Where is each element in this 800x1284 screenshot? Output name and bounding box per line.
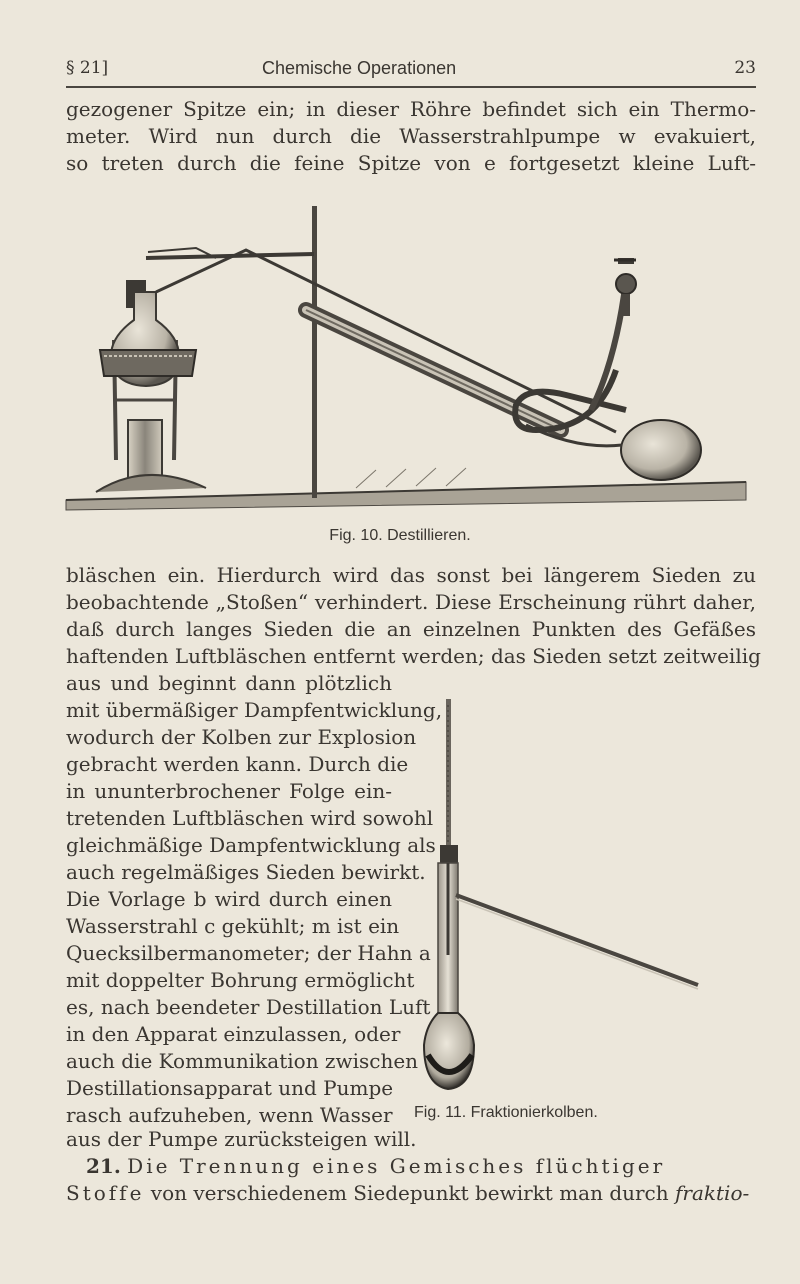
- section-heading-line: [66, 1153, 756, 1180]
- section-heading: Die Trennung eines Gemisches flüchtiger: [127, 1154, 666, 1178]
- text-line: gleichmäßige Dampfentwicklung als: [66, 833, 436, 857]
- paragraph-bottom: [66, 1126, 756, 1207]
- text-line: mit doppelter Bohrung ermöglicht: [66, 968, 415, 992]
- text-line: wodurch der Kolben zur Explosion: [66, 725, 417, 749]
- paragraph-mid: [66, 562, 761, 670]
- text-line: Wasserstrahl c gekühlt; m ist ein: [66, 914, 400, 938]
- figure-10-caption: Fig. 10. Destillieren.: [329, 527, 471, 544]
- text-line: gebracht werden kann. Durch die: [66, 752, 409, 776]
- figure-10-distillation-illustration: [56, 200, 756, 525]
- text-line: bläschen ein. Hierdurch wird das sonst bei längerem Sieden zu: [66, 563, 756, 587]
- text-line: in den Apparat einzulassen, oder: [66, 1022, 401, 1046]
- text-line: aus und beginnt dann plötzlich: [66, 671, 392, 695]
- page-number: 23: [734, 58, 756, 78]
- figure-11-fractionating-flask-illustration: [418, 695, 708, 1090]
- text-line: aus der Pumpe zurücksteigen will.: [66, 1127, 417, 1151]
- spaced-word: Stoffe: [66, 1181, 145, 1205]
- text-line: Quecksilbermanometer; der Hahn a: [66, 941, 431, 965]
- text-line: auch die Kommunikation zwischen: [66, 1049, 419, 1073]
- text-line: Die Vorlage b wird durch einen: [66, 887, 392, 911]
- text-line: mit übermäßiger Dampfentwicklung,: [66, 698, 443, 722]
- text-line: haftenden Luftbläschen entfernt werden; das Sieden setzt zeitweilig: [66, 644, 761, 668]
- text-line: Destillationsapparat und Pumpe: [66, 1076, 394, 1100]
- paragraph-narrow: [66, 670, 443, 1129]
- text-line: tretenden Luftbläschen wird sowohl: [66, 806, 434, 830]
- section-marker: § 21]: [66, 58, 109, 78]
- text-line: daß durch langes Sieden die an einzelnen Punkten des Gefäßes: [66, 617, 756, 641]
- text-line: in ununterbrochener Folge ein-: [66, 779, 392, 803]
- text-line: beobachtende „Stoßen“ verhindert. Diese Erscheinung rührt daher,: [66, 590, 756, 614]
- running-header: [66, 58, 756, 88]
- header-rule: [66, 86, 756, 88]
- text-line: es, nach beendeter Destillation Luft: [66, 995, 431, 1019]
- text-line: gezogener Spitze ein; in dieser Röhre befindet sich ein Thermo-: [66, 97, 756, 121]
- line-text: von verschiedenem Siedepunkt bewirkt man durch: [150, 1181, 669, 1205]
- text-line: [66, 1180, 756, 1207]
- text-line: meter. Wird nun durch die Wasserstrahlpumpe w evakuiert,: [66, 124, 756, 148]
- text-line: auch regelmäßiges Sieden bewirkt.: [66, 860, 426, 884]
- text-line: so treten durch die feine Spitze von e fortgesetzt kleine Luft-: [66, 151, 756, 175]
- italic-term: fraktio-: [675, 1181, 750, 1205]
- text-line: rasch aufzuheben, wenn Wasser: [66, 1103, 393, 1127]
- chapter-title: Chemische Operationen: [262, 58, 457, 78]
- paragraph-top: [66, 96, 756, 177]
- section-number: 21.: [86, 1154, 121, 1178]
- figure-11-caption: Fig. 11. Fraktionierkolben.: [414, 1104, 598, 1121]
